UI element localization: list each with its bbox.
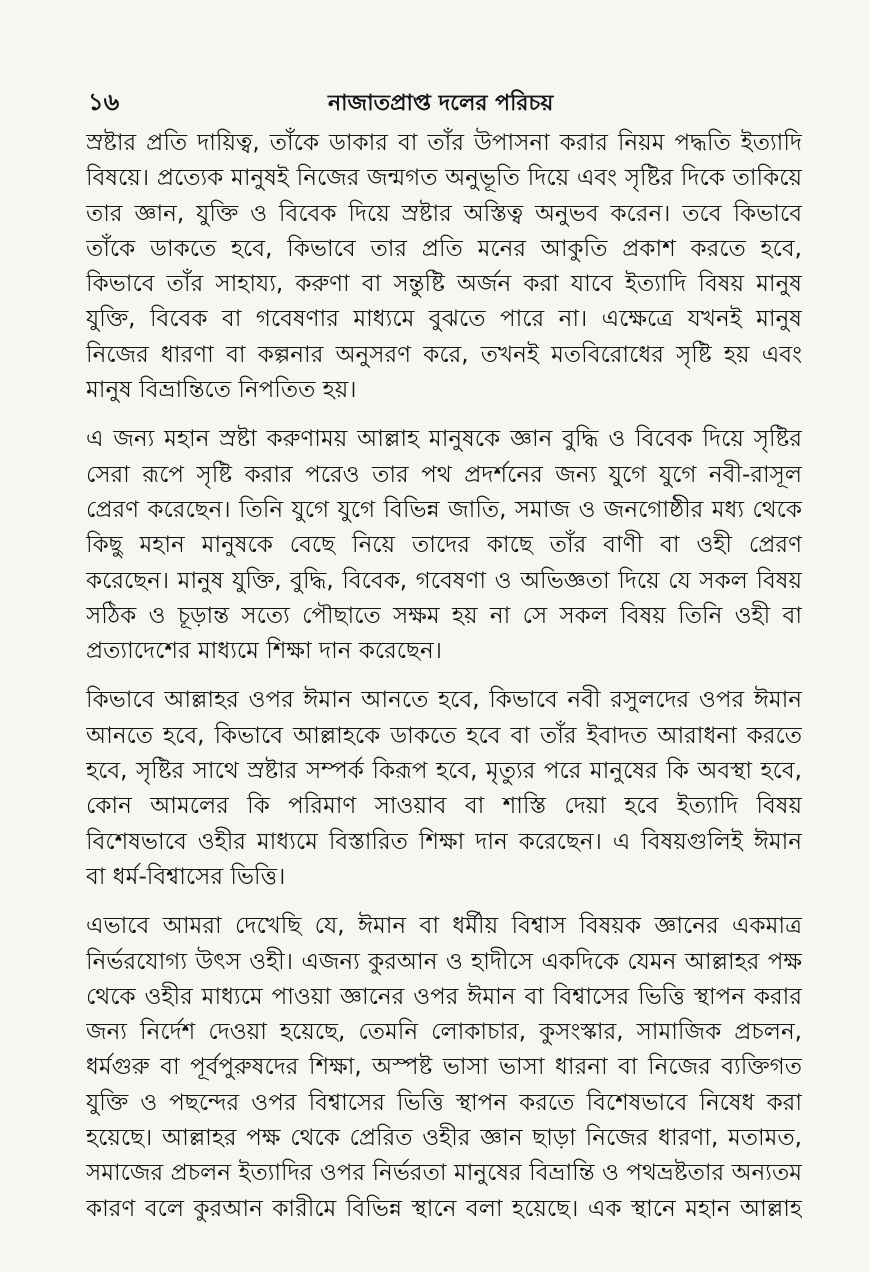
text-line: হয়েছে। আল্লাহর পক্ষ থেকে প্রেরিত ওহীর জ্ঞান ছাড়া নিজের ধারণা, মতামত, [86, 1125, 802, 1152]
text-line: নিজের ধারণা বা কল্পনার অনুসরণ করে, তখনই মতবিরোধের সৃষ্টি হয় এবং [86, 341, 802, 368]
text-line: এ জন্য মহান স্রষ্টা করুণাময় আল্লাহ মানুষকে জ্ঞান বুদ্ধি ও বিবেক দিয়ে সৃষ্টির [86, 426, 802, 453]
paragraph-2 [86, 422, 802, 669]
text-line: সমাজের প্রচলন ইত্যাদির ওপর নির্ভরতা মানুষের বিভ্রান্তি ও পথভ্রষ্টতার অন্যতম [86, 1160, 802, 1187]
page-number: ১৬ [88, 88, 120, 116]
text-line: যুক্তি ও পছন্দের ওপর বিশ্বাসের ভিত্তি স্থাপন করতে বিশেষভাবে নিষেধ করা [86, 1089, 802, 1116]
text-line: বিষয়ে। প্রত্যেক মানুষই নিজের জন্মগত অনুভূতি দিয়ে এবং সৃষ্টির দিকে তাকিয়ে [86, 165, 802, 192]
paragraph-3 [86, 683, 802, 895]
text-line: হবে, সৃষ্টির সাথে স্রষ্টার সম্পর্ক কিরূপ হবে, মৃত্যুর পরে মানুষের কি অবস্থা হবে, [86, 758, 802, 785]
text-line: মানুষ বিভ্রান্তিতে নিপতিত হয়। [86, 377, 357, 404]
text-line: সেরা রূপে সৃষ্টি করার পরেও তার পথ প্রদর্শনের জন্য যুগে যুগে নবী-রাসূল [86, 461, 802, 488]
text-line: আনতে হবে, কিভাবে আল্লাহকে ডাকতে হবে বা তাঁর ইবাদত আরাধনা করতে [86, 722, 802, 749]
text-line: কারণ বলে কুরআন কারীমে বিভিন্ন স্থানে বলা হয়েছে। এক স্থানে মহান আল্লাহ [86, 1195, 802, 1222]
text-line: স্রষ্টার প্রতি দায়িত্ব, তাঁকে ডাকার বা তাঁর উপাসনা করার নিয়ম পদ্ধতি ইত্যাদি [86, 130, 802, 156]
text-line: কিছু মহান মানুষকে বেছে নিয়ে তাদের কাছে তাঁর বাণী বা ওহী প্রেরণ [86, 532, 802, 559]
text-line: বা ধর্ম-বিশ্বাসের ভিত্তি। [86, 863, 286, 890]
text-line: জন্য নির্দেশ দেওয়া হয়েছে, তেমনি লোকাচার, কুসংস্কার, সামাজিক প্রচলন, [86, 1019, 802, 1046]
text-line: তাঁকে ডাকতে হবে, কিভাবে তার প্রতি মনের আকুতি প্রকাশ করতে হবে, [86, 235, 802, 262]
paragraph-4 [86, 909, 802, 1227]
page-header [88, 84, 808, 124]
paragraph-1 [86, 126, 802, 408]
text-line: কিভাবে আল্লাহর ওপর ঈমান আনতে হবে, কিভাবে নবী রসুলদের ওপর ঈমান [86, 687, 802, 714]
text-line: থেকে ওহীর মাধ্যমে পাওয়া জ্ঞানের ওপর ঈমান বা বিশ্বাসের ভিত্তি স্থাপন করার [86, 983, 802, 1010]
text-line: করেছেন। মানুষ যুক্তি, বুদ্ধি, বিবেক, গবেষণা ও অভিজ্ঞতা দিয়ে যে সকল বিষয় [86, 567, 802, 594]
running-title: নাজাতপ্রাপ্ত দলের পরিচয় [328, 91, 554, 116]
text-line: কিভাবে তাঁর সাহায্য, করুণা বা সন্তুষ্টি অর্জন করা যাবে ইত্যাদি বিষয় মানুষ [86, 271, 802, 298]
text-line: নির্ভরযোগ্য উৎস ওহী। এজন্য কুরআন ও হাদীসে একদিকে যেমন আল্লাহর পক্ষ [86, 948, 802, 975]
text-line: বিশেষভাবে ওহীর মাধ্যমে বিস্তারিত শিক্ষা দান করেছেন। এ বিষয়গুলিই ঈমান [86, 828, 802, 855]
text-line: তার জ্ঞান, যুক্তি ও বিবেক দিয়ে স্রষ্টার অস্তিত্ব অনুভব করেন। তবে কিভাবে [86, 200, 802, 227]
body-text [86, 126, 802, 1241]
text-line: সঠিক ও চূড়ান্ত সত্যে পৌছাতে সক্ষম হয় না সে সকল বিষয় তিনি ওহী বা [86, 602, 802, 629]
text-line: কোন আমলের কি পরিমাণ সাওয়াব বা শাস্তি দেয়া হবে ইত্যাদি বিষয় [86, 793, 802, 820]
text-line: প্রত্যাদেশের মাধ্যমে শিক্ষা দান করেছেন। [86, 638, 442, 665]
text-line: যুক্তি, বিবেক বা গবেষণার মাধ্যমে বুঝতে পারে না। এক্ষেত্রে যখনই মানুষ [86, 306, 802, 333]
text-line: ধর্মগুরু বা পূর্বপুরুষদের শিক্ষা, অস্পষ্ট ভাসা ভাসা ধারনা বা নিজের ব্যক্তিগত [86, 1054, 802, 1081]
text-line: প্রেরণ করেছেন। তিনি যুগে যুগে বিভিন্ন জাতি, সমাজ ও জনগোষ্ঠীর মধ্য থেকে [86, 496, 802, 523]
text-line: এভাবে আমরা দেখেছি যে, ঈমান বা ধর্মীয় বিশ্বাস বিষয়ক জ্ঞানের একমাত্র [86, 913, 802, 940]
